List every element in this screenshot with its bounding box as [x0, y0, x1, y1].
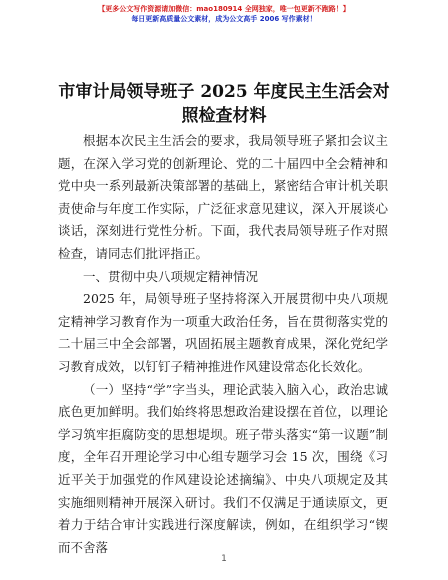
- promo-banner: [0, 4, 448, 24]
- section-heading: 一、贯彻中央八项规定精神情况: [83, 268, 259, 284]
- page-number: 1: [221, 554, 227, 564]
- promo-line-2: 每日更新高质量公文素材，成为公文高手 2006 写作素材！: [131, 15, 317, 23]
- promo-line-1: 【更多公文写作资源请加微信：mao180914 全网独家，唯一包更新不跑路！】: [98, 5, 350, 13]
- document-title: 市审计局领导班子 2025 年度民主生活会对照检查材料: [58, 82, 390, 126]
- document-body: [58, 130, 388, 559]
- intro-paragraph: 根据本次民主生活会的要求，我局领导班子紧扣会议主题，在深入学习党的创新理论、党的二十届四中全会精神和党中央一系列最新决策部署的基础上，紧密结合审计机关职责使命与年度工作实际，广泛征求意见建议，深入开展谈心谈话，深刻进行党性分析。下面，我代表局领导班子作对照检查，请同志们批评指正。: [58, 133, 388, 261]
- body-paragraph: （一）坚持“学”字当头，理论武装入脑入心，政治忠诚底色更加鲜明。我们始终将思想政治建设摆在首位，以理论学习筑牢拒腐防变的思想堤坝。班子带头落实“第一议题”制度，全年召开理论学习中心组专题学习会 15 次，围绕《习近平关于加强党的作风建设论述摘编》、中央八项规定及其实施细则精神开展深入研讨。我们不仅满足于通读原文，更着力于结合审计实践进行深度解读，例如，在组织学习“锲而不舍落: [58, 381, 388, 555]
- body-paragraph: 2025 年，局领导班子坚持将深入开展贯彻中央八项规定精神学习教育作为一项重大政治任务，旨在贯彻落实党的二十届三中全会部署，巩固拓展主题教育成果，深化党纪学习教育成效，以钉钉子精神推进作风建设常态化长效化。: [58, 291, 388, 374]
